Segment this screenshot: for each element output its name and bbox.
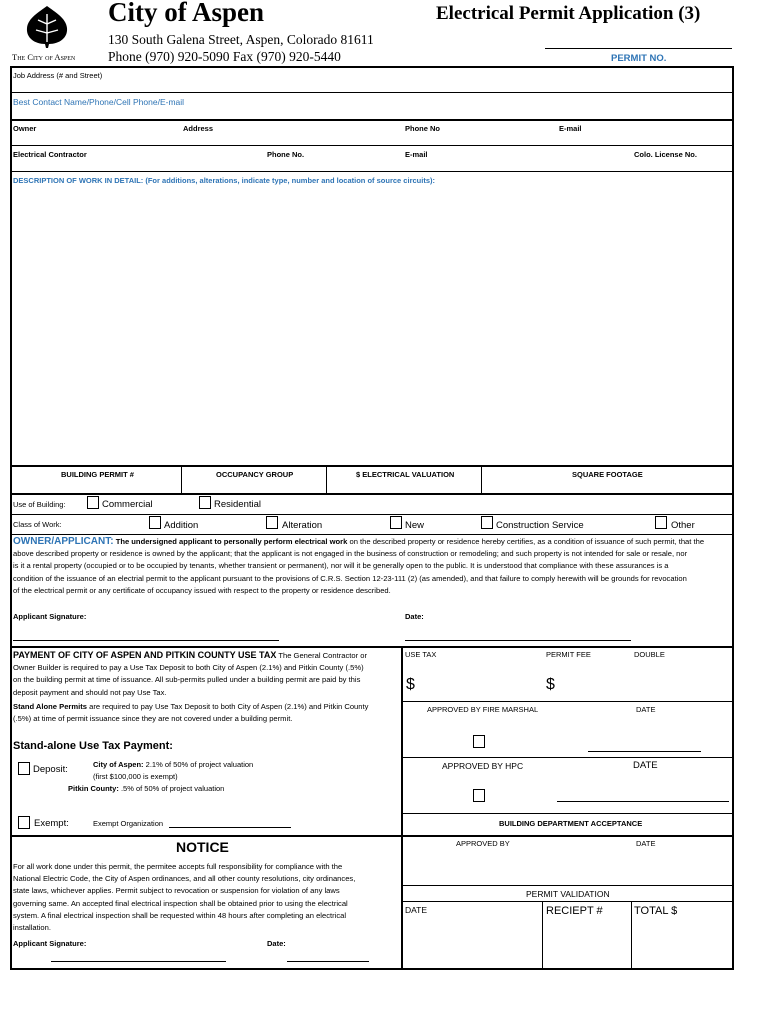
owner-applicant-paragraph: OWNER/APPLICANT: The undersigned applicant to personally perform electrical work on the described property or residence hereby certifies, as a condition of issuance of such permit, that the above described property or residence is owned by the applicant; that the applicant is not engaged in the business of construction or remodeling; and such property is not intended for sale or resale, nor is it a rental property (occupied or to be occupied by tenants, whether transient or permanent), nor will it be generally open to the public. It is understood that compliance with these assurances is a condition of the issuance of an electrial permit to the applicant pursuant to the provisions of C.R.S. Section 12-23-111 (2) (as amended), and that failure to comply herewith will be grounds for revocation of the electrical permit or any certificate of occupancy issued with respect to the property or residence described.	[13, 536, 705, 595]
fire-marshal-label: APPROVED BY FIRE MARSHAL	[427, 705, 539, 714]
occupancy-group-label: OCCUPANCY GROUP	[216, 470, 294, 479]
hpc-checkbox[interactable]	[473, 789, 485, 802]
permit-fee-dollar: $	[546, 676, 555, 693]
square-footage-label: SQUARE FOOTAGE	[572, 470, 643, 479]
other-checkbox[interactable]	[655, 516, 667, 529]
city-logo	[22, 4, 72, 50]
logo-caption: The City of Aspen	[12, 52, 76, 62]
owner-email-label: E-mail	[559, 124, 582, 133]
other-label: Other	[671, 520, 695, 531]
exempt-label: Exempt:	[34, 818, 69, 829]
contractor-email-label: E-mail	[405, 150, 428, 159]
fire-marshal-checkbox[interactable]	[473, 735, 485, 748]
city-address: 130 South Galena Street, Aspen, Colorado 81611	[108, 32, 374, 47]
commercial-checkbox[interactable]	[87, 496, 99, 509]
notice-date-label: Date:	[267, 939, 286, 948]
aspen-leaf-icon	[22, 4, 72, 50]
use-tax-label: USE TAX	[405, 650, 437, 659]
notice-heading: NOTICE	[176, 839, 229, 855]
building-permit-label: BUILDING PERMIT #	[61, 470, 134, 479]
addition-label: Addition	[164, 520, 199, 531]
acceptance-date-label: DATE	[636, 839, 656, 848]
commercial-label: Commercial	[102, 499, 153, 510]
permit-no-line	[545, 48, 732, 49]
pitkin-county-rate: Pitkin County: .5% of 50% of project valuation	[68, 784, 225, 793]
owner-label: Owner	[13, 124, 37, 133]
hpc-label: APPROVED BY HPC	[442, 761, 524, 771]
license-no-label: Colo. License No.	[634, 150, 697, 159]
applicant-signature-label: Applicant Signature:	[13, 612, 87, 621]
addition-checkbox[interactable]	[149, 516, 161, 529]
applicant-signature-line[interactable]	[13, 640, 279, 641]
validation-date-label: DATE	[405, 905, 428, 915]
form-title: Electrical Permit Application (3)	[436, 3, 701, 24]
valuation-label: $ ELECTRICAL VALUATION	[356, 470, 455, 479]
deposit-checkbox[interactable]	[18, 762, 30, 775]
standalone-payment-heading: Stand-alone Use Tax Payment:	[13, 740, 173, 752]
construction-service-label: Construction Service	[496, 520, 584, 531]
residential-label: Residential	[214, 499, 261, 510]
first-exempt-note: (first $100,000 is exempt)	[93, 772, 178, 781]
exempt-org-line[interactable]	[169, 827, 291, 828]
hpc-date-label: DATE	[633, 760, 658, 771]
notice-signature-label: Applicant Signature:	[13, 939, 87, 948]
new-label: New	[405, 520, 425, 531]
new-checkbox[interactable]	[390, 516, 402, 529]
use-tax-dollar: $	[406, 676, 415, 693]
job-address-field[interactable]	[12, 80, 732, 92]
alteration-checkbox[interactable]	[266, 516, 278, 529]
exempt-org-label: Exempt Organization	[93, 819, 164, 828]
owner-phone-label: Phone No	[405, 124, 440, 133]
permit-no-label: PERMIT NO.	[611, 53, 667, 64]
total-label: TOTAL $	[634, 905, 678, 917]
description-textarea[interactable]	[12, 188, 732, 464]
receipt-label: RECIEPT #	[546, 905, 603, 917]
description-label: DESCRIPTION OF WORK IN DETAIL: (For additions, alterations, indicate type, number and location of source circuits):	[13, 176, 435, 185]
owner-address-label: Address	[183, 124, 214, 133]
double-label: DOUBLE	[634, 650, 665, 659]
applicant-date-line[interactable]	[405, 640, 631, 641]
notice-date-line[interactable]	[287, 961, 369, 962]
alteration-label: Alteration	[282, 520, 323, 531]
best-contact-field[interactable]	[12, 108, 732, 118]
best-contact-label: Best Contact Name/Phone/Cell Phone/E-mail	[13, 97, 185, 107]
city-name: City of Aspen	[108, 0, 265, 27]
contractor-label: Electrical Contractor	[13, 150, 87, 159]
fire-marshal-date-label: DATE	[636, 705, 656, 714]
city-of-aspen-rate: City of Aspen: 2.1% of 50% of project valuation	[93, 760, 254, 769]
permit-fee-label: PERMIT FEE	[546, 650, 591, 659]
use-tax-heading: PAYMENT OF CITY OF ASPEN AND PITKIN COUNTY USE TAX	[13, 650, 277, 660]
applicant-date-label: Date:	[405, 612, 424, 621]
notice-signature-line[interactable]	[51, 961, 226, 962]
permit-validation-label: PERMIT VALIDATION	[526, 889, 610, 899]
owner-applicant-heading: OWNER/APPLICANT:	[13, 536, 114, 547]
notice-paragraph: For all work done under this permit, the permitee accepts full responsibility for compliance with the National Electric Code, the City of Aspen ordinances, and all other county resolutions, city ordinances, state laws, whichever applies. Permit subject to revocation or suspension for violation of any laws governing same. An accepted final electrical inspection shall be obtained prior to using the electrical system. A final electrical inspection shall be requested within 48 hours after completing an electrical installation.	[13, 862, 356, 933]
use-tax-paragraph: PAYMENT OF CITY OF ASPEN AND PITKIN COUNTY USE TAX The General Contractor or Owner Builder is required to pay a Use Tax Deposit to both City of Aspen (2.1%) and Pitkin County (.5%) on the building permit at time of issuance. All sub-permits pulled under a building permit are paid by this deposit payment and should not pay Use Tax. Stand Alone Permits are required to pay Use Tax Deposit to both City of Aspen (2.1%) and Pitkin County (.5%) at time of permit issuance since they are not covered under a building permit.	[13, 650, 369, 724]
residential-checkbox[interactable]	[199, 496, 211, 509]
deposit-label: Deposit:	[33, 764, 68, 775]
approved-by-label: APPROVED BY	[456, 839, 510, 848]
use-of-building-label: Use of Building:	[13, 500, 66, 509]
contractor-phone-label: Phone No.	[267, 150, 305, 159]
exempt-checkbox[interactable]	[18, 816, 30, 829]
building-acceptance-label: BUILDING DEPARTMENT ACCEPTANCE	[499, 819, 643, 828]
construction-service-checkbox[interactable]	[481, 516, 493, 529]
class-of-work-label: Class of Work:	[13, 520, 62, 529]
city-phone-fax: Phone (970) 920-5090 Fax (970) 920-5440	[108, 49, 341, 64]
job-address-label: Job Address (# and Street)	[13, 71, 103, 80]
